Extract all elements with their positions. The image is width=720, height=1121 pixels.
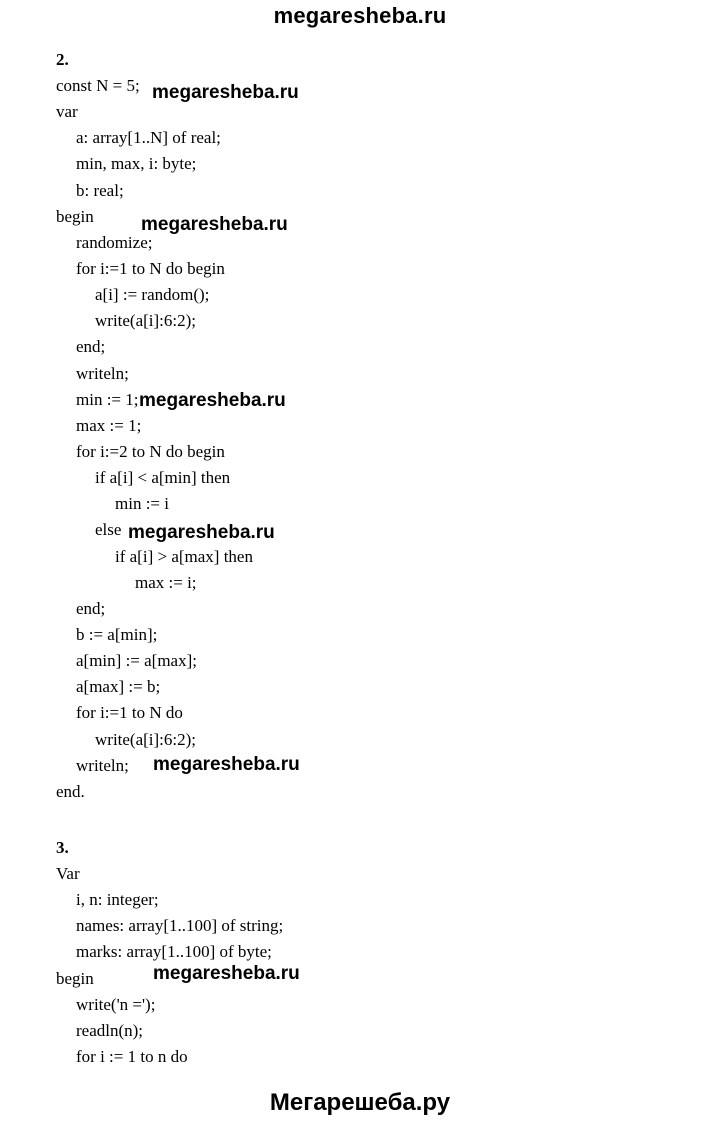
code-line: b: real; [76, 180, 124, 200]
code-line: for i := 1 to n do [76, 1046, 188, 1066]
code-line: write(a[i]:6:2); [95, 311, 197, 331]
site-footer: Мегарешеба.ру [269, 1089, 451, 1116]
site-header: megaresheba.ru [273, 3, 447, 28]
watermark: megaresheba.ru [153, 754, 300, 775]
code-line: write(a[i]:6:2); [95, 729, 197, 749]
code-line: for i:=1 to N do begin [76, 258, 225, 278]
code-line: end; [76, 598, 106, 618]
code-line: else [95, 520, 122, 540]
code-line: begin [56, 206, 94, 226]
task-3-listing [56, 835, 696, 1070]
code-line: end. [56, 781, 85, 801]
code-line: i, n: integer; [76, 890, 159, 910]
watermark: megaresheba.ru [141, 214, 288, 235]
code-line: a[min] := a[max]; [76, 651, 197, 671]
code-line: begin [56, 968, 94, 988]
code-line: if a[i] > a[max] then [115, 546, 253, 566]
code-line: for i:=2 to N do begin [76, 441, 225, 461]
watermark: megaresheba.ru [139, 390, 286, 411]
code-line: readln(n); [76, 1020, 144, 1040]
code-line: const N = 5; [56, 76, 140, 95]
code-line: a[max] := b; [76, 677, 161, 697]
code-line: marks: array[1..100] of byte; [76, 942, 272, 962]
code-line: Var [56, 864, 80, 883]
code-line: randomize; [76, 232, 153, 252]
task-number: 3. [56, 838, 69, 857]
code-line: write('n ='); [76, 994, 156, 1014]
code-line: writeln; [76, 363, 129, 383]
code-line: min, max, i: byte; [76, 154, 197, 174]
code-line: max := i; [135, 572, 197, 592]
task-2-listing [56, 47, 696, 805]
code-line: writeln; [76, 755, 129, 775]
code-line: min := 1; [76, 389, 139, 409]
code-line: a: array[1..N] of real; [76, 128, 221, 148]
code-line: var [56, 102, 78, 122]
code-line: a[i] := random(); [95, 285, 210, 305]
code-line: if a[i] < a[min] then [95, 468, 231, 488]
code-line: max := 1; [76, 415, 142, 435]
code-line: names: array[1..100] of string; [76, 916, 284, 936]
code-line: for i:=1 to N do [76, 703, 183, 723]
code-line: end; [76, 337, 106, 357]
watermark: megaresheba.ru [153, 963, 300, 984]
code-line: min := i [115, 494, 169, 514]
task-number: 2. [56, 50, 69, 69]
watermark: megaresheba.ru [152, 82, 299, 103]
code-line: b := a[min]; [76, 624, 158, 644]
watermark: megaresheba.ru [128, 522, 275, 543]
